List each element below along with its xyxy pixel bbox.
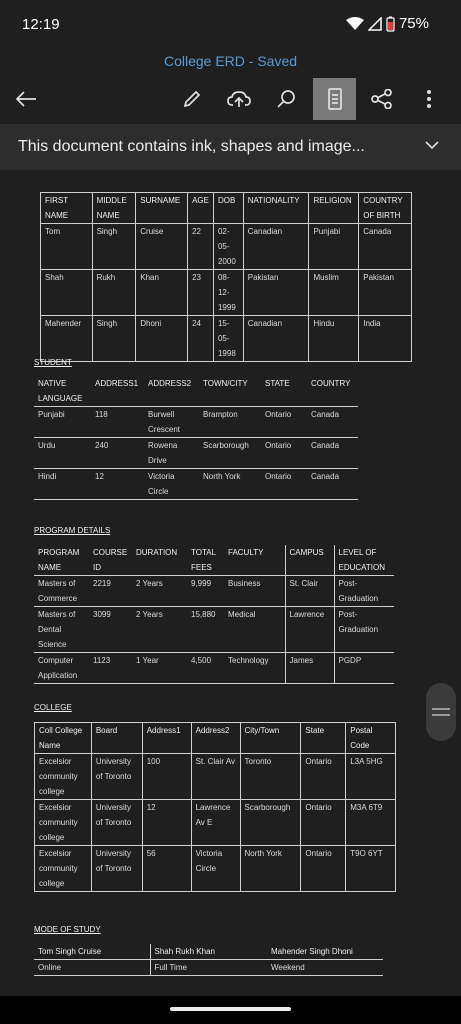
status-bar: [0, 0, 461, 48]
cell: Scarborough: [199, 438, 261, 469]
cell: Pakistan: [359, 270, 412, 316]
clock: 12:19: [22, 16, 60, 33]
cell: Excelsior community college: [35, 800, 92, 846]
cell: 22: [188, 224, 214, 270]
cloud-upload-icon: [227, 89, 251, 109]
cell: Ontario: [261, 438, 307, 469]
more-vertical-icon: [426, 89, 432, 109]
battery-level: 75%: [398, 15, 429, 32]
table-header-row: [34, 944, 383, 960]
cell: Technology: [224, 653, 285, 684]
person-details-table: [40, 192, 412, 362]
cell: 12: [142, 800, 191, 846]
header-cell: Coll College Name: [35, 723, 92, 754]
back-arrow-icon: [15, 91, 37, 107]
cell: 08-12-1999: [213, 270, 243, 316]
cell: University of Toronto: [91, 800, 142, 846]
status-icons: [346, 15, 429, 32]
cell: 1 Year: [132, 653, 187, 684]
battery-icon: [386, 16, 395, 32]
cell: Punjabi: [34, 407, 91, 438]
cell: Dhoni: [136, 316, 188, 362]
cell: 56: [142, 846, 191, 892]
header-cell: Board: [91, 723, 142, 754]
share-icon: [371, 89, 393, 109]
header-cell: MIDDLE NAME: [92, 193, 136, 224]
student-heading: STUDENT: [34, 358, 72, 367]
cell: Cruise: [136, 224, 188, 270]
cell: 118: [91, 407, 144, 438]
college-table: [34, 722, 396, 892]
header-cell: TOTAL FEES: [187, 545, 224, 576]
header-cell: DOB: [213, 193, 243, 224]
header-cell: Tom Singh Cruise: [34, 944, 150, 960]
search-button[interactable]: [268, 78, 304, 120]
table-header-row: [41, 193, 412, 224]
header-cell: DURATION: [132, 545, 187, 576]
cell: Hindu: [309, 316, 359, 362]
header-cell: NATIONALITY: [243, 193, 309, 224]
cell: Scarborough: [240, 800, 301, 846]
cell: Ontario: [301, 846, 346, 892]
grip-line: [432, 714, 450, 716]
cell: North York: [199, 469, 261, 500]
mode-of-study-heading: MODE OF STUDY: [34, 925, 101, 934]
header-cell: Mahender Singh Dhoni: [267, 944, 383, 960]
cell: M3A 6T9: [346, 800, 396, 846]
table-row: [34, 407, 358, 438]
table-row: [35, 846, 396, 892]
scroll-handle[interactable]: [426, 683, 456, 741]
cell: St. Clair: [285, 576, 334, 607]
cell: Singh: [92, 224, 136, 270]
cell: Medical: [224, 607, 285, 653]
cell: Ontario: [261, 407, 307, 438]
header-cell: Shah Rukh Khan: [150, 944, 267, 960]
header-cell: COURSE ID: [89, 545, 132, 576]
header-cell: CAMPUS: [285, 545, 334, 576]
cell: Full Time: [150, 960, 267, 976]
program-details-table: [34, 545, 394, 684]
cell: Lawrence Av E: [191, 800, 240, 846]
table-row: [41, 316, 412, 362]
cell: Pakistan: [243, 270, 309, 316]
toolbar: [0, 78, 461, 120]
header-cell: City/Town: [240, 723, 301, 754]
table-row: [34, 607, 394, 653]
header-cell: AGE: [188, 193, 214, 224]
reading-view-icon: [327, 88, 343, 110]
cell: Tom: [41, 224, 93, 270]
cell: Canada: [307, 469, 358, 500]
header-cell: Address1: [142, 723, 191, 754]
cell: 2 Years: [132, 607, 187, 653]
header-cell: PROGRAM NAME: [34, 545, 89, 576]
cell: PGDP: [334, 653, 394, 684]
cell: 23: [188, 270, 214, 316]
cell: Punjabi: [309, 224, 359, 270]
header-cell: FIRST NAME: [41, 193, 93, 224]
document-content[interactable]: [0, 170, 461, 996]
document-title[interactable]: College ERD - Saved: [163, 53, 298, 69]
header-cell: STATE: [261, 376, 307, 407]
header-cell: SURNAME: [136, 193, 188, 224]
draw-button[interactable]: [174, 78, 210, 120]
system-navigation-bar: [0, 996, 461, 1024]
cell: India: [359, 316, 412, 362]
share-button[interactable]: [364, 78, 400, 120]
header-cell: FACULTY: [224, 545, 285, 576]
banner-text: This document contains ink, shapes and image...: [18, 138, 365, 155]
cell: Canada: [359, 224, 412, 270]
cell: Rowena Drive: [144, 438, 199, 469]
header-cell: COUNTRY OF BIRTH: [359, 193, 412, 224]
cell: Singh: [92, 316, 136, 362]
header-cell: LEVEL OF EDUCATION: [334, 545, 394, 576]
cell: T9O 6YT: [346, 846, 396, 892]
header-cell: ADDRESS1: [91, 376, 144, 407]
header-cell: RELIGION: [309, 193, 359, 224]
cell: Ontario: [301, 754, 346, 800]
cell: 12: [91, 469, 144, 500]
cell: 1123: [89, 653, 132, 684]
cell: Rukh: [92, 270, 136, 316]
header-cell: NATIVE LANGUAGE: [34, 376, 91, 407]
cell: Post-Graduation: [334, 607, 394, 653]
back-button[interactable]: [6, 78, 46, 120]
upload-button[interactable]: [221, 78, 257, 120]
cell: 24: [188, 316, 214, 362]
cell: Toronto: [240, 754, 301, 800]
chevron-down-icon[interactable]: [425, 140, 439, 150]
grip-line: [432, 708, 450, 710]
search-icon: [276, 89, 296, 109]
cell: Canadian: [243, 224, 309, 270]
cell: Canada: [307, 438, 358, 469]
cell: Urdu: [34, 438, 91, 469]
cell: Victoria Circle: [191, 846, 240, 892]
cell: University of Toronto: [91, 846, 142, 892]
table-row: [34, 653, 394, 684]
table-row: [34, 960, 383, 976]
cell: Computer Application: [34, 653, 89, 684]
cell: Canada: [307, 407, 358, 438]
cell: Excelsior community college: [35, 846, 92, 892]
document-notice-banner[interactable]: [0, 124, 461, 170]
cell: Lawrence: [285, 607, 334, 653]
cell: University of Toronto: [91, 754, 142, 800]
cell: Business: [224, 576, 285, 607]
header-cell: TOWN/CITY: [199, 376, 261, 407]
cell: 4,500: [187, 653, 224, 684]
cell: 2219: [89, 576, 132, 607]
cell: James: [285, 653, 334, 684]
cell: 02-05-2000: [213, 224, 243, 270]
table-row: [35, 754, 396, 800]
mode-of-study-table: [34, 944, 383, 976]
cell: St. Clair Av: [191, 754, 240, 800]
cell: Hindi: [34, 469, 91, 500]
table-row: [34, 576, 394, 607]
cell: 15-05-1998: [213, 316, 243, 362]
cell: Post-Graduation: [334, 576, 394, 607]
cell: Masters of Commerce: [34, 576, 89, 607]
signal-icon: [368, 17, 382, 31]
cell: Weekend: [267, 960, 383, 976]
header-cell: ADDRESS2: [144, 376, 199, 407]
header-cell: COUNTRY: [307, 376, 358, 407]
header-cell: Address2: [191, 723, 240, 754]
cell: 9,999: [187, 576, 224, 607]
cell: 2 Years: [132, 576, 187, 607]
reading-view-button[interactable]: [313, 78, 356, 120]
table-row: [34, 438, 358, 469]
table-row: [34, 469, 358, 500]
cell: North York: [240, 846, 301, 892]
cell: Canadian: [243, 316, 309, 362]
cell: Excelsior community college: [35, 754, 92, 800]
table-header-row: [35, 723, 396, 754]
cell: Ontario: [261, 469, 307, 500]
cell: Victoria Circle: [144, 469, 199, 500]
cell: Ontario: [301, 800, 346, 846]
cell: L3A 5HG: [346, 754, 396, 800]
table-row: [35, 800, 396, 846]
home-gesture-pill[interactable]: [170, 1007, 291, 1011]
cell: Muslim: [309, 270, 359, 316]
cell: Online: [34, 960, 150, 976]
table-row: [41, 270, 412, 316]
table-header-row: [34, 376, 358, 407]
cell: Masters of Dental Science: [34, 607, 89, 653]
cell: 100: [142, 754, 191, 800]
cell: Burwell Crescent: [144, 407, 199, 438]
more-options-button[interactable]: [414, 78, 444, 120]
student-table: [34, 376, 358, 500]
table-row: [41, 224, 412, 270]
cell: Shah: [41, 270, 93, 316]
cell: 15,880: [187, 607, 224, 653]
cell: 3099: [89, 607, 132, 653]
cell: 240: [91, 438, 144, 469]
header-cell: Postal Code: [346, 723, 396, 754]
header-cell: State: [301, 723, 346, 754]
program-details-heading: PROGRAM DETAILS: [34, 526, 111, 535]
cell: Mahender: [41, 316, 93, 362]
pen-icon: [182, 89, 202, 109]
wifi-icon: [346, 17, 364, 31]
cell: Khan: [136, 270, 188, 316]
cell: Brampton: [199, 407, 261, 438]
table-header-row: [34, 545, 394, 576]
college-heading: COLLEGE: [34, 703, 72, 712]
